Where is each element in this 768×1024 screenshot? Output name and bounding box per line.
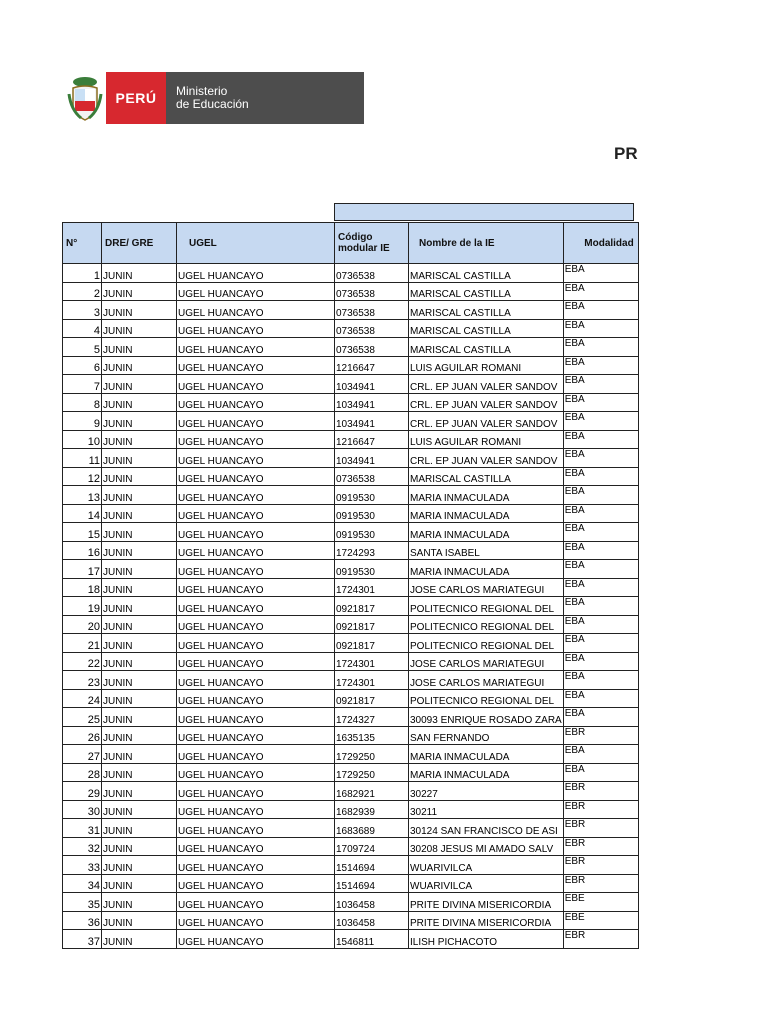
row-number: 35 — [63, 893, 102, 912]
nombre-cell: MARIA INMACULADA — [409, 504, 564, 523]
dre-cell: JUNIN — [102, 930, 177, 949]
modalidad-cell: EBA — [563, 301, 638, 320]
table-row — [63, 671, 639, 690]
modalidad-cell: EBR — [563, 782, 638, 801]
row-number: 28 — [63, 763, 102, 782]
nombre-cell: JOSE CARLOS MARIATEGUI — [409, 652, 564, 671]
table-row — [63, 301, 639, 320]
ugel-cell: UGEL HUANCAYO — [177, 893, 335, 912]
table-body — [63, 264, 639, 949]
row-number: 16 — [63, 541, 102, 560]
modalidad-cell: EBA — [563, 671, 638, 690]
dre-cell: JUNIN — [102, 504, 177, 523]
ugel-cell: UGEL HUANCAYO — [177, 615, 335, 634]
header-dre: DRE/ GRE — [102, 223, 177, 264]
nombre-cell: 30208 JESUS MI AMADO SALV — [409, 837, 564, 856]
ugel-cell: UGEL HUANCAYO — [177, 726, 335, 745]
ugel-cell: UGEL HUANCAYO — [177, 837, 335, 856]
codigo-cell: 0921817 — [335, 689, 409, 708]
row-number: 5 — [63, 338, 102, 357]
row-number: 34 — [63, 874, 102, 893]
codigo-cell: 1724327 — [335, 708, 409, 727]
dre-cell: JUNIN — [102, 319, 177, 338]
row-number: 18 — [63, 578, 102, 597]
codigo-cell: 1034941 — [335, 412, 409, 431]
row-number: 21 — [63, 634, 102, 653]
dre-cell: JUNIN — [102, 634, 177, 653]
codigo-cell: 1216647 — [335, 356, 409, 375]
ugel-cell: UGEL HUANCAYO — [177, 523, 335, 542]
ministry-line-1: Ministerio — [176, 84, 228, 98]
nombre-cell: JOSE CARLOS MARIATEGUI — [409, 578, 564, 597]
ugel-cell: UGEL HUANCAYO — [177, 763, 335, 782]
minedu-logo — [64, 72, 364, 124]
data-table — [62, 222, 639, 949]
modalidad-cell: EBA — [563, 449, 638, 468]
codigo-cell: 1724293 — [335, 541, 409, 560]
modalidad-cell: EBE — [563, 911, 638, 930]
table-row — [63, 597, 639, 616]
modalidad-cell: EBA — [563, 560, 638, 579]
dre-cell: JUNIN — [102, 800, 177, 819]
dre-cell: JUNIN — [102, 652, 177, 671]
row-number: 17 — [63, 560, 102, 579]
dre-cell: JUNIN — [102, 837, 177, 856]
modalidad-cell: EBA — [563, 393, 638, 412]
nombre-cell: CRL. EP JUAN VALER SANDOV — [409, 412, 564, 431]
codigo-cell: 0736538 — [335, 282, 409, 301]
table-row — [63, 800, 639, 819]
ugel-cell: UGEL HUANCAYO — [177, 782, 335, 801]
codigo-cell: 1682921 — [335, 782, 409, 801]
ugel-cell: UGEL HUANCAYO — [177, 375, 335, 394]
row-number: 26 — [63, 726, 102, 745]
codigo-cell: 1514694 — [335, 874, 409, 893]
dre-cell: JUNIN — [102, 578, 177, 597]
ministry-label — [166, 72, 364, 124]
dre-cell: JUNIN — [102, 486, 177, 505]
row-number: 15 — [63, 523, 102, 542]
table-row — [63, 615, 639, 634]
modalidad-cell: EBA — [563, 578, 638, 597]
row-number: 14 — [63, 504, 102, 523]
nombre-cell: 30211 — [409, 800, 564, 819]
row-number: 33 — [63, 856, 102, 875]
table-row — [63, 578, 639, 597]
nombre-cell: SANTA ISABEL — [409, 541, 564, 560]
dre-cell: JUNIN — [102, 893, 177, 912]
nombre-cell: PRITE DIVINA MISERICORDIA — [409, 893, 564, 912]
modalidad-cell: EBA — [563, 338, 638, 357]
row-number: 2 — [63, 282, 102, 301]
row-number: 7 — [63, 375, 102, 394]
codigo-cell: 1635135 — [335, 726, 409, 745]
modalidad-cell: EBA — [563, 282, 638, 301]
codigo-cell: 1724301 — [335, 578, 409, 597]
table-row — [63, 708, 639, 727]
header-codigo-modular: Código modular IE — [335, 223, 409, 264]
dre-cell: JUNIN — [102, 782, 177, 801]
nombre-cell: MARISCAL CASTILLA — [409, 301, 564, 320]
table-row — [63, 893, 639, 912]
codigo-cell: 0919530 — [335, 486, 409, 505]
row-number: 6 — [63, 356, 102, 375]
row-number: 10 — [63, 430, 102, 449]
modalidad-cell: EBA — [563, 430, 638, 449]
ugel-cell: UGEL HUANCAYO — [177, 597, 335, 616]
codigo-cell: 0736538 — [335, 264, 409, 283]
ugel-cell: UGEL HUANCAYO — [177, 911, 335, 930]
table-row — [63, 911, 639, 930]
ugel-cell: UGEL HUANCAYO — [177, 430, 335, 449]
table-row — [63, 726, 639, 745]
dre-cell: JUNIN — [102, 430, 177, 449]
page-title: PR — [614, 144, 638, 163]
modalidad-cell: EBE — [563, 893, 638, 912]
ugel-cell: UGEL HUANCAYO — [177, 930, 335, 949]
ugel-cell: UGEL HUANCAYO — [177, 282, 335, 301]
codigo-cell: 1683689 — [335, 819, 409, 838]
dre-cell: JUNIN — [102, 301, 177, 320]
header-modalidad: Modalidad — [563, 223, 638, 264]
ugel-cell: UGEL HUANCAYO — [177, 856, 335, 875]
dre-cell: JUNIN — [102, 856, 177, 875]
dre-cell: JUNIN — [102, 412, 177, 431]
codigo-cell: 1546811 — [335, 930, 409, 949]
codigo-cell: 0919530 — [335, 560, 409, 579]
table-row — [63, 874, 639, 893]
codigo-cell: 0736538 — [335, 338, 409, 357]
modalidad-cell: EBA — [563, 652, 638, 671]
nombre-cell: WUARIVILCA — [409, 874, 564, 893]
nombre-cell: ILISH PICHACOTO — [409, 930, 564, 949]
nombre-cell: SAN FERNANDO — [409, 726, 564, 745]
row-number: 32 — [63, 837, 102, 856]
table-row — [63, 745, 639, 764]
nombre-cell: LUIS AGUILAR ROMANI — [409, 356, 564, 375]
table-row — [63, 652, 639, 671]
table-header-row — [63, 223, 639, 264]
ugel-cell: UGEL HUANCAYO — [177, 356, 335, 375]
modalidad-cell: EBA — [563, 264, 638, 283]
dre-cell: JUNIN — [102, 874, 177, 893]
modalidad-cell: EBR — [563, 874, 638, 893]
dre-cell: JUNIN — [102, 393, 177, 412]
ugel-cell: UGEL HUANCAYO — [177, 560, 335, 579]
ugel-cell: UGEL HUANCAYO — [177, 541, 335, 560]
codigo-cell: 1036458 — [335, 911, 409, 930]
row-number: 13 — [63, 486, 102, 505]
ugel-cell: UGEL HUANCAYO — [177, 467, 335, 486]
modalidad-cell: EBA — [563, 486, 638, 505]
nombre-cell: POLITECNICO REGIONAL DEL — [409, 689, 564, 708]
codigo-cell: 1034941 — [335, 375, 409, 394]
ugel-cell: UGEL HUANCAYO — [177, 504, 335, 523]
codigo-cell: 1216647 — [335, 430, 409, 449]
modalidad-cell: EBA — [563, 634, 638, 653]
row-number: 23 — [63, 671, 102, 690]
dre-cell: JUNIN — [102, 449, 177, 468]
row-number: 29 — [63, 782, 102, 801]
codigo-cell: 1514694 — [335, 856, 409, 875]
table-row — [63, 338, 639, 357]
ugel-cell: UGEL HUANCAYO — [177, 800, 335, 819]
ugel-cell: UGEL HUANCAYO — [177, 393, 335, 412]
dre-cell: JUNIN — [102, 356, 177, 375]
ugel-cell: UGEL HUANCAYO — [177, 578, 335, 597]
dre-cell: JUNIN — [102, 282, 177, 301]
row-number: 27 — [63, 745, 102, 764]
modalidad-cell: EBR — [563, 800, 638, 819]
row-number: 4 — [63, 319, 102, 338]
modalidad-cell: EBA — [563, 467, 638, 486]
row-number: 12 — [63, 467, 102, 486]
table-row — [63, 856, 639, 875]
codigo-cell: 1724301 — [335, 652, 409, 671]
dre-cell: JUNIN — [102, 523, 177, 542]
dre-cell: JUNIN — [102, 615, 177, 634]
codigo-cell: 1682939 — [335, 800, 409, 819]
dre-cell: JUNIN — [102, 560, 177, 579]
ugel-cell: UGEL HUANCAYO — [177, 319, 335, 338]
row-number: 1 — [63, 264, 102, 283]
ugel-cell: UGEL HUANCAYO — [177, 708, 335, 727]
header-ugel: UGEL — [177, 223, 335, 264]
peru-label: PERÚ — [106, 72, 166, 124]
table-row — [63, 930, 639, 949]
coat-of-arms-icon — [64, 72, 106, 124]
nombre-cell: POLITECNICO REGIONAL DEL — [409, 615, 564, 634]
nombre-cell: PRITE DIVINA MISERICORDIA — [409, 911, 564, 930]
nombre-cell: MARISCAL CASTILLA — [409, 282, 564, 301]
modalidad-cell: EBA — [563, 745, 638, 764]
table-row — [63, 486, 639, 505]
modalidad-cell: EBR — [563, 819, 638, 838]
nombre-cell: MARIA INMACULADA — [409, 763, 564, 782]
codigo-cell: 0919530 — [335, 523, 409, 542]
codigo-cell: 0921817 — [335, 615, 409, 634]
nombre-cell: MARIA INMACULADA — [409, 560, 564, 579]
nombre-cell: POLITECNICO REGIONAL DEL — [409, 597, 564, 616]
codigo-cell: 1724301 — [335, 671, 409, 690]
table-row — [63, 375, 639, 394]
table-row — [63, 282, 639, 301]
nombre-cell: CRL. EP JUAN VALER SANDOV — [409, 375, 564, 394]
modalidad-cell: EBA — [563, 356, 638, 375]
nombre-cell: MARISCAL CASTILLA — [409, 264, 564, 283]
table-row — [63, 449, 639, 468]
modalidad-cell: EBR — [563, 726, 638, 745]
dre-cell: JUNIN — [102, 541, 177, 560]
modalidad-cell: EBA — [563, 319, 638, 338]
ugel-cell: UGEL HUANCAYO — [177, 652, 335, 671]
nombre-cell: MARIA INMACULADA — [409, 486, 564, 505]
ugel-cell: UGEL HUANCAYO — [177, 412, 335, 431]
dre-cell: JUNIN — [102, 338, 177, 357]
row-number: 24 — [63, 689, 102, 708]
nombre-cell: POLITECNICO REGIONAL DEL — [409, 634, 564, 653]
codigo-cell: 0921817 — [335, 597, 409, 616]
row-number: 19 — [63, 597, 102, 616]
table-row — [63, 356, 639, 375]
codigo-cell: 0921817 — [335, 634, 409, 653]
table-row — [63, 319, 639, 338]
ugel-cell: UGEL HUANCAYO — [177, 338, 335, 357]
ugel-cell: UGEL HUANCAYO — [177, 874, 335, 893]
ugel-cell: UGEL HUANCAYO — [177, 689, 335, 708]
dre-cell: JUNIN — [102, 597, 177, 616]
modalidad-cell: EBR — [563, 856, 638, 875]
codigo-cell: 1709724 — [335, 837, 409, 856]
row-number: 36 — [63, 911, 102, 930]
row-number: 20 — [63, 615, 102, 634]
nombre-cell: CRL. EP JUAN VALER SANDOV — [409, 393, 564, 412]
table-row — [63, 541, 639, 560]
header-n: N° — [63, 223, 102, 264]
row-number: 37 — [63, 930, 102, 949]
row-number: 8 — [63, 393, 102, 412]
modalidad-cell: EBA — [563, 504, 638, 523]
dre-cell: JUNIN — [102, 375, 177, 394]
modalidad-cell: EBA — [563, 763, 638, 782]
nombre-cell: MARISCAL CASTILLA — [409, 319, 564, 338]
ugel-cell: UGEL HUANCAYO — [177, 486, 335, 505]
dre-cell: JUNIN — [102, 708, 177, 727]
modalidad-cell: EBA — [563, 375, 638, 394]
modalidad-cell: EBA — [563, 597, 638, 616]
codigo-cell: 1034941 — [335, 393, 409, 412]
modalidad-cell: EBA — [563, 689, 638, 708]
dre-cell: JUNIN — [102, 726, 177, 745]
table-row — [63, 467, 639, 486]
row-number: 30 — [63, 800, 102, 819]
table-row — [63, 560, 639, 579]
table-row — [63, 689, 639, 708]
ugel-cell: UGEL HUANCAYO — [177, 264, 335, 283]
row-number: 31 — [63, 819, 102, 838]
nombre-cell: LUIS AGUILAR ROMANI — [409, 430, 564, 449]
modalidad-cell: EBR — [563, 930, 638, 949]
table-row — [63, 393, 639, 412]
modalidad-cell: EBA — [563, 541, 638, 560]
modalidad-cell: EBA — [563, 615, 638, 634]
codigo-cell: 1729250 — [335, 745, 409, 764]
nombre-cell: WUARIVILCA — [409, 856, 564, 875]
table-row — [63, 430, 639, 449]
modalidad-cell: EBA — [563, 523, 638, 542]
ministry-line-2: de Educación — [176, 97, 249, 111]
row-number: 3 — [63, 301, 102, 320]
dre-cell: JUNIN — [102, 671, 177, 690]
codigo-cell: 1729250 — [335, 763, 409, 782]
ugel-cell: UGEL HUANCAYO — [177, 301, 335, 320]
nombre-cell: MARISCAL CASTILLA — [409, 467, 564, 486]
nombre-cell: CRL. EP JUAN VALER SANDOV — [409, 449, 564, 468]
nombre-cell: 30093 ENRIQUE ROSADO ZARA — [409, 708, 564, 727]
table-row — [63, 819, 639, 838]
table-row — [63, 523, 639, 542]
dre-cell: JUNIN — [102, 911, 177, 930]
nombre-cell: 30124 SAN FRANCISCO DE ASI — [409, 819, 564, 838]
table-row — [63, 504, 639, 523]
ugel-cell: UGEL HUANCAYO — [177, 634, 335, 653]
table-row — [63, 782, 639, 801]
row-number: 25 — [63, 708, 102, 727]
ugel-cell: UGEL HUANCAYO — [177, 449, 335, 468]
table-row — [63, 412, 639, 431]
header-nombre-ie: Nombre de la IE — [409, 223, 564, 264]
ugel-cell: UGEL HUANCAYO — [177, 671, 335, 690]
dre-cell: JUNIN — [102, 819, 177, 838]
ugel-cell: UGEL HUANCAYO — [177, 819, 335, 838]
nombre-cell: MARISCAL CASTILLA — [409, 338, 564, 357]
dre-cell: JUNIN — [102, 264, 177, 283]
ugel-cell: UGEL HUANCAYO — [177, 745, 335, 764]
codigo-cell: 1036458 — [335, 893, 409, 912]
table-row — [63, 763, 639, 782]
modalidad-cell: EBR — [563, 837, 638, 856]
nombre-cell: JOSE CARLOS MARIATEGUI — [409, 671, 564, 690]
modalidad-cell: EBA — [563, 708, 638, 727]
nombre-cell: MARIA INMACULADA — [409, 745, 564, 764]
header-group-bar — [334, 203, 634, 221]
table-row — [63, 837, 639, 856]
table-row — [63, 634, 639, 653]
table-row — [63, 264, 639, 283]
codigo-cell: 0736538 — [335, 467, 409, 486]
row-number: 11 — [63, 449, 102, 468]
codigo-cell: 0736538 — [335, 301, 409, 320]
codigo-cell: 0736538 — [335, 319, 409, 338]
codigo-cell: 1034941 — [335, 449, 409, 468]
dre-cell: JUNIN — [102, 763, 177, 782]
nombre-cell: MARIA INMACULADA — [409, 523, 564, 542]
row-number: 9 — [63, 412, 102, 431]
dre-cell: JUNIN — [102, 689, 177, 708]
row-number: 22 — [63, 652, 102, 671]
nombre-cell: 30227 — [409, 782, 564, 801]
dre-cell: JUNIN — [102, 467, 177, 486]
modalidad-cell: EBA — [563, 412, 638, 431]
dre-cell: JUNIN — [102, 745, 177, 764]
codigo-cell: 0919530 — [335, 504, 409, 523]
